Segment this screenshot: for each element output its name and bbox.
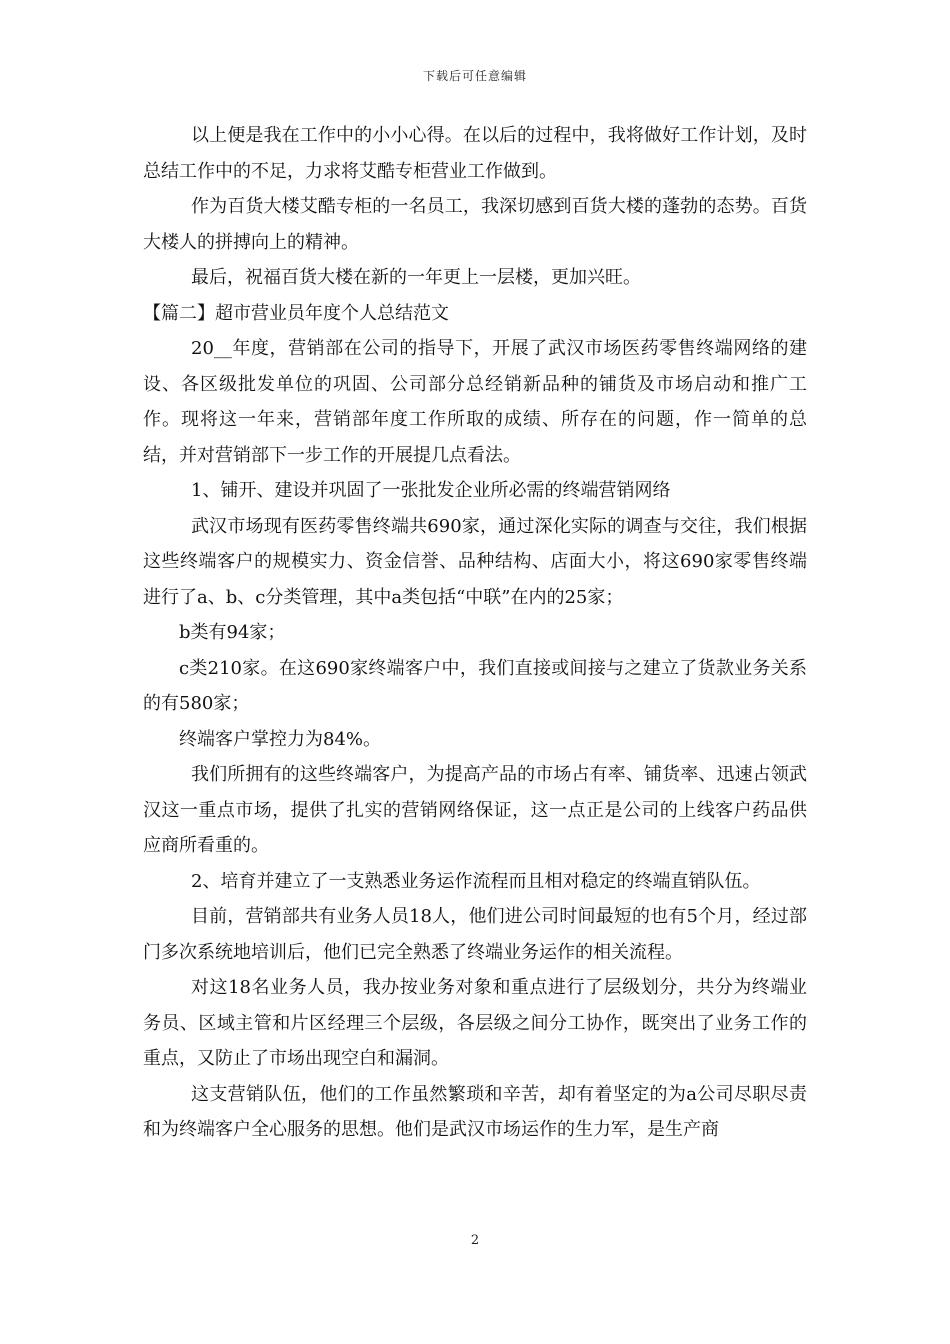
paragraph-8: c类210家。在这690家终端客户中，我们直接或间接与之建立了货款业务关系的有580家； <box>143 657 807 714</box>
paragraph-9: 终端客户掌控力为84%。 <box>179 728 382 750</box>
page-header: 下载后可任意编辑 <box>422 69 527 83</box>
paragraph-12: 目前，营销部共有业务人员18人，他们进公司时间最短的也有5个月，经过部门多次系统地培训后，他们已完全熟悉了终端业务运作的相关流程。 <box>143 906 807 963</box>
page-number: 2 <box>470 1233 480 1248</box>
paragraph-11: 2、培育并建立了一支熟悉业务运作流程而且相对稳定的终端直销队伍。 <box>191 870 761 892</box>
paragraph-3: 最后，祝福百货大楼在新的一年更上一层楼，更加兴旺。 <box>191 267 641 288</box>
document-body <box>143 118 807 1148</box>
paragraph-4: 20__年度，营销部在公司的指导下，开展了武汉市场医药零售终端网络的建设、各区级批发单位的巩固、公司部分总经销新品种的铺货及市场启动和推广工作。现将这一年来，营销部年度工作所取的成绩、所存在的问题，作一简单的总结，并对营销部下一步工作的开展提几点看法。 <box>143 338 807 466</box>
paragraph-10: 我们所拥有的这些终端客户，为提高产品的市场占有率、铺货率、迅速占领武汉这一重点市场，提供了扎实的营销网络保证，这一点正是公司的上线客户药品供应商所看重的。 <box>143 764 807 856</box>
section-heading: 【篇二】超市营业员年度个人总结范文 <box>143 302 449 324</box>
paragraph-5: 1、铺开、建设并巩固了一张批发企业所必需的终端营销网络 <box>191 480 671 501</box>
paragraph-1: 以上便是我在工作中的小小心得。在以后的过程中，我将做好工作计划，及时总结工作中的不足，力求将艾酷专柜营业工作做到。 <box>143 125 807 182</box>
paragraph-7: b类有94家； <box>179 622 286 643</box>
paragraph-13: 对这18名业务人员，我办按业务对象和重点进行了层级划分，共分为终端业务员、区域主管和片区经理三个层级，各层级之间分工协作，既突出了业务工作的重点，又防止了市场出现空白和漏洞。 <box>143 977 807 1069</box>
paragraph-2: 作为百货大楼艾酷专柜的一名员工，我深切感到百货大楼的蓬勃的态势。百货大楼人的拼搏向上的精神。 <box>143 196 807 253</box>
paragraph-14: 这支营销队伍，他们的工作虽然繁琐和辛苦，却有着坚定的为a公司尽职尽责和为终端客户全心服务的思想。他们是武汉市场运作的生力军，是生产商 <box>143 1083 807 1140</box>
paragraph-6: 武汉市场现有医药零售终端共690家，通过深化实际的调查与交往，我们根据这些终端客户的规模实力、资金信誉、品种结构、店面大小，将这690家零售终端进行了a、b、c分类管理，其中a类包括“中联”在内的25家； <box>143 515 807 608</box>
